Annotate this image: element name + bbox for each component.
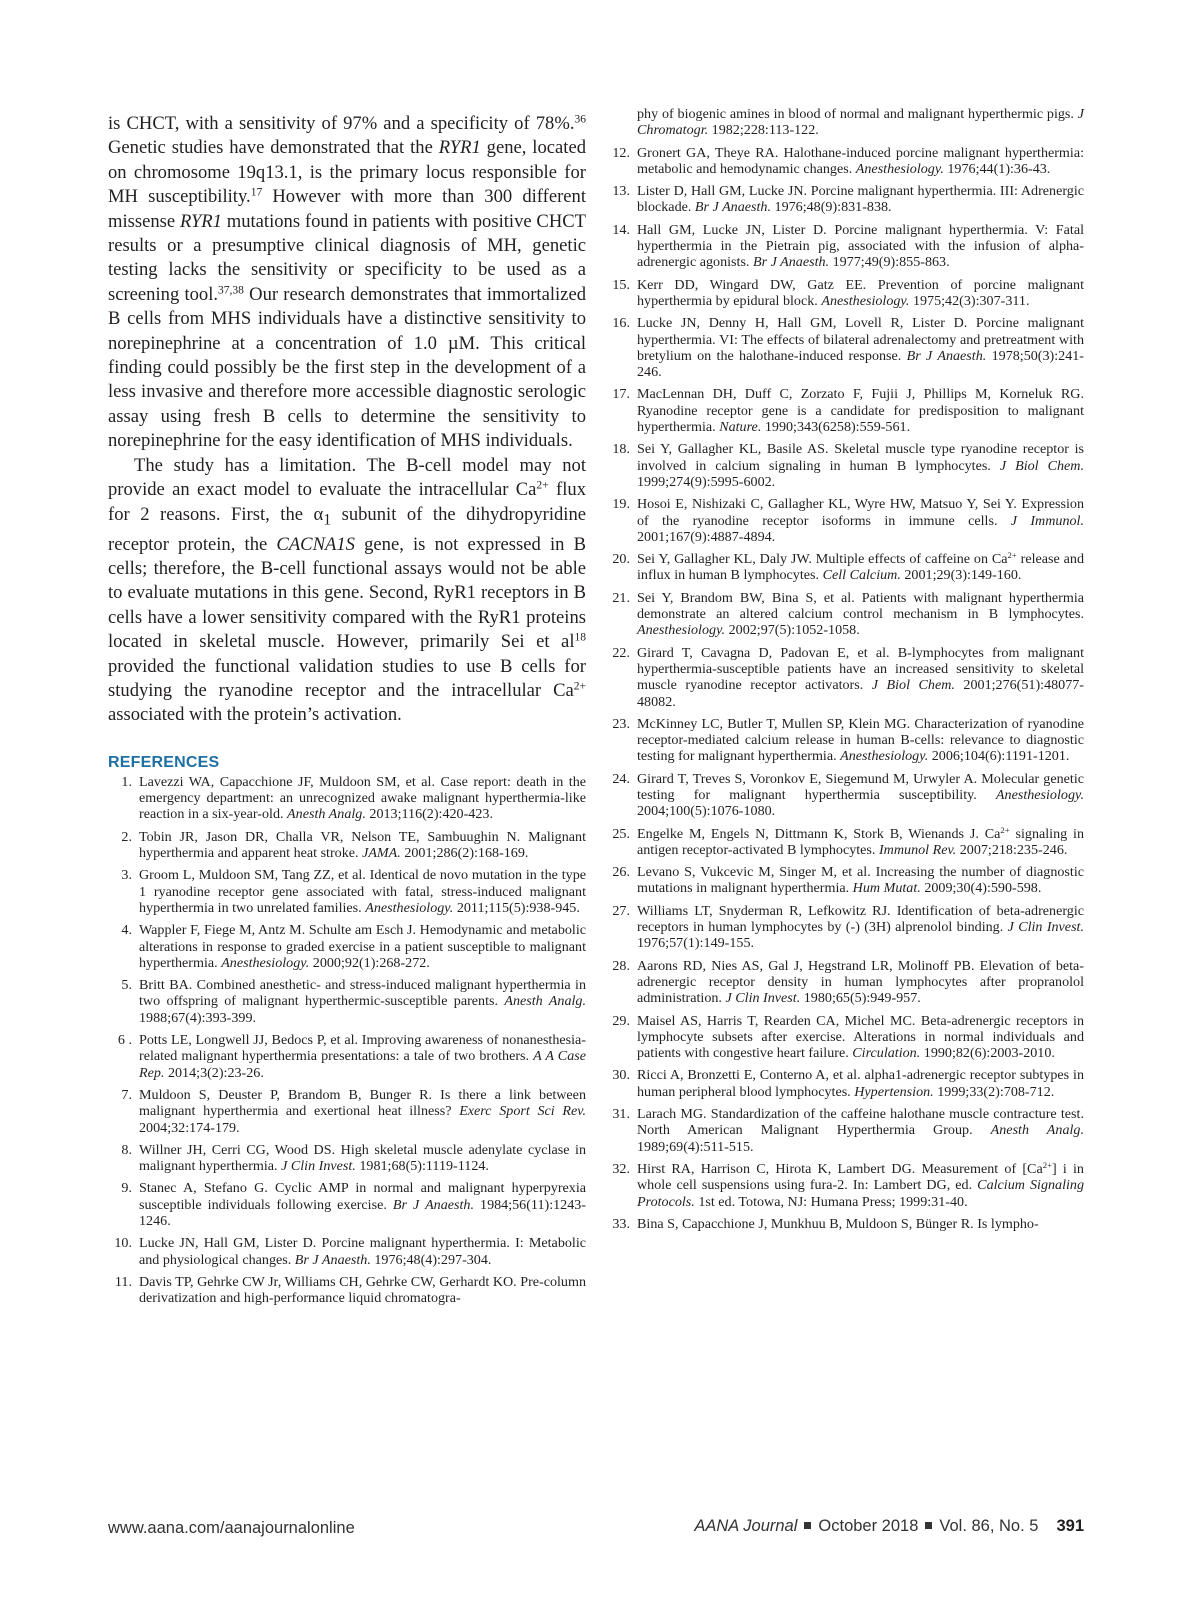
reference-item xyxy=(606,1067,1084,1100)
footer-journal-name: AANA Journal xyxy=(694,1517,798,1535)
reference-text: McKinney LC, Butler T, Mullen SP, Klein MG. Characterization of ryanodine receptor-mediated calcium release in human B-cells: relevance to diagnostic testing for malignant hyperthermia. Anesthesiology. 2006;104(6):1191-1201. xyxy=(637,715,1084,765)
reference-text: Sei Y, Brandom BW, Bina S, et al. Patients with malignant hyperthermia demonstrate an altered calcium control mechanism in B lymphocytes. Anesthesiology. 2002;97(5):1052-1058. xyxy=(637,589,1084,639)
reference-number: 21. xyxy=(612,589,630,606)
reference-number: 11. xyxy=(114,1273,132,1290)
page-number: 391 xyxy=(1056,1517,1084,1535)
body-paragraph-1: is CHCT, with a sensitivity of 97% and a specificity of 78%.$^{36}$ Genetic studies have demonstrated that the RYR1 gene, located on chromosome 19q13.1, is the primary locus responsible for MH susceptibility.$^{17}$ However with more than 300 different missense RYR1 mutations found in patients with positive CHCT results or a presumptive clinical diagnosis of MH, genetic testing lacks the sensitivity or specificity to be used as a screening tool.$^{37,38}$ Our research demonstrates that immortalized B cells from MHS individuals have a distinctive sensitivity to norepinephrine at a concentration of 1.0 µM. This critical finding could possibly be the first step in the development of a less invasive and therefore more accessible diagnostic serologic assay using fresh B cells to determine the sensitivity to norepinephrine for the easy identification of MHS individuals. xyxy=(108,113,587,452)
reference-item xyxy=(606,315,1084,380)
reference-item xyxy=(108,867,586,916)
reference-text: Tobin JR, Jason DR, Challa VR, Nelson TE, Sambuughin N. Malignant hyperthermia and apparent heat stroke. JAMA. 2001;286(2):168-169. xyxy=(139,828,586,862)
reference-item xyxy=(108,1032,586,1081)
reference-item xyxy=(108,1142,586,1175)
reference-number: 12. xyxy=(612,144,630,161)
reference-text: Hall GM, Lucke JN, Lister D. Porcine malignant hyperthermia. V: Fatal hyperthermia in the Pietrain pig, associated with the infusion of alpha-adrenergic agonists. Br J Anaesth. 1977;49(9):855-863. xyxy=(637,221,1084,271)
reference-text: Sei Y, Gallagher KL, Basile AS. Skeletal muscle type ryanodine receptor is involved in calcium signaling in human B lymphocytes. J Biol Chem. 1999;274(9):5995-6002. xyxy=(637,441,1084,490)
references-heading: REFERENCES xyxy=(108,753,220,771)
reference-item xyxy=(108,1274,586,1307)
reference-text: Kerr DD, Wingard DW, Gatz EE. Prevention of porcine malignant hyperthermia by epidural block. Anesthesiology. 1975;42(3):307-311. xyxy=(637,276,1084,309)
reference-number: 25. xyxy=(612,825,630,842)
reference-item xyxy=(606,1013,1084,1062)
reference-item xyxy=(108,1235,586,1268)
reference-number: 6 . xyxy=(117,1032,132,1049)
footer-url-link[interactable]: www.aana.com/aanajournalonline xyxy=(108,1519,355,1537)
reference-item xyxy=(606,1106,1084,1155)
reference-number: 3. xyxy=(121,867,132,884)
reference-text: Lister D, Hall GM, Lucke JN. Porcine malignant hyperthermia. III: Adrenergic blockade. Br J Anaesth. 1976;48(9):831-838. xyxy=(637,183,1084,216)
reference-text: Muldoon S, Deuster P, Brandom B, Bunger R. Is there a link between malignant hyperthermia and exertional heat illness? Exerc Sport Sci Rev. 2004;32:174-179. xyxy=(139,1086,586,1136)
reference-number: 16. xyxy=(612,315,630,332)
reference-text: Stanec A, Stefano G. Cyclic AMP in normal and malignant hyperpyrexia susceptible individuals following exercise. Br J Anaesth. 1984;56(11):1243-1246. xyxy=(139,1180,586,1229)
reference-number: 31. xyxy=(612,1106,630,1123)
reference-item xyxy=(606,222,1084,271)
reference-number: 23. xyxy=(612,715,630,732)
reference-text: Groom L, Muldoon SM, Tang ZZ, et al. Identical de novo mutation in the type 1 ryanodine receptor gene associated with fatal, stress-induced malignant hyperthermia in two unrelated families. Anesthesiology. 2011;115(5):938-945. xyxy=(139,867,586,916)
square-bullet-icon xyxy=(804,1522,811,1529)
reference-number: 28. xyxy=(612,957,630,974)
reference-number: 5. xyxy=(121,977,132,994)
reference-text: Bina S, Capacchione J, Munkhuu B, Muldoon S, Bünger R. Is lympho- xyxy=(637,1215,1039,1232)
left-column xyxy=(108,112,586,1312)
reference-item xyxy=(108,829,586,862)
right-column xyxy=(606,106,1084,1238)
reference-item xyxy=(606,590,1084,639)
reference-item xyxy=(606,441,1084,490)
reference-item xyxy=(606,551,1084,584)
footer-citation xyxy=(694,1517,1084,1536)
reference-continuation: phy of biogenic amines in blood of normal and malignant hyperthermic pigs. J Chromatogr. 1982;228:113-122. xyxy=(637,106,1084,139)
reference-text: Lucke JN, Hall GM, Lister D. Porcine malignant hyperthermia. I: Metabolic and physiological changes. Br J Anaesth. 1976;48(4):297-304. xyxy=(139,1235,586,1268)
reference-item xyxy=(606,826,1084,859)
reference-number: 9. xyxy=(121,1180,132,1197)
reference-item xyxy=(606,903,1084,952)
reference-item xyxy=(108,977,586,1026)
reference-number: 30. xyxy=(612,1067,630,1084)
reference-item xyxy=(108,1180,586,1229)
reference-number: 24. xyxy=(612,770,630,787)
reference-text: Britt BA. Combined anesthetic- and stress-induced malignant hyperthermia in two offspring of malignant hyperthermic-susceptible parents. Anesth Analg. 1988;67(4):393-399. xyxy=(139,977,586,1026)
reference-list-left xyxy=(108,774,586,1307)
reference-number: 33. xyxy=(612,1215,630,1232)
reference-text: Levano S, Vukcevic M, Singer M, et al. Increasing the number of diagnostic mutations in malignant hyperthermia. Hum Mutat. 2009;30(4):590-598. xyxy=(637,864,1084,897)
reference-text: Gronert GA, Theye RA. Halothane-induced porcine malignant hyperthermia: metabolic and hemodynamic changes. Anesthesiology. 1976;44(1):36-43. xyxy=(637,144,1084,177)
reference-item xyxy=(606,496,1084,545)
reference-text: Girard T, Cavagna D, Padovan E, et al. B-lymphocytes from malignant hyperthermia-susceptible patients have an increased sensitivity to skeletal muscle ryanodine receptor activators. J Biol Chem. 2001;276(51):48077-48082. xyxy=(637,644,1084,710)
reference-number: 1. xyxy=(121,773,132,790)
reference-item xyxy=(606,1216,1084,1232)
reference-item xyxy=(606,1161,1084,1210)
reference-number: 15. xyxy=(612,276,630,293)
reference-text: Davis TP, Gehrke CW Jr, Williams CH, Gehrke CW, Gerhardt KO. Pre-column derivatization and high-performance liquid chromatogra- xyxy=(139,1273,586,1307)
reference-number: 32. xyxy=(612,1160,630,1177)
reference-text: Ricci A, Bronzetti E, Conterno A, et al. alpha1-adrenergic receptor subtypes in human peripheral blood lymphocytes. Hypertension. 1999;33(2):708-712. xyxy=(637,1067,1084,1100)
footer-date: October 2018 xyxy=(818,1517,919,1535)
reference-number: 14. xyxy=(612,221,630,238)
body-paragraph-2: The study has a limitation. The B-cell model may not provide an exact model to evaluate the intracellular $Ca^{2+}$ flux for 2 reasons. First, the $\alpha_1$ subunit of the dihydropyridine receptor protein, the CACNA1S gene, is not expressed in B cells; therefore, the B-cell functional assays would not be able to evaluate mutations in this gene. Second, RyR1 receptors in B cells have a lower sensitivity compared with the RyR1 proteins located in skeletal muscle. However, primarily Sei et $al^{18}$ provided the functional validation studies to use B cells for studying the ryanodine receptor and the intracellular $Ca^{2+}$ associated with the protein’s activation. xyxy=(108,454,586,726)
reference-item xyxy=(606,183,1084,216)
reference-item xyxy=(606,716,1084,765)
reference-number: 22. xyxy=(612,644,630,661)
reference-text: Willner JH, Cerri CG, Wood DS. High skeletal muscle adenylate cyclase in malignant hyperthermia. J Clin Invest. 1981;68(5):1119-1124. xyxy=(139,1141,586,1175)
reference-number: 10. xyxy=(114,1235,132,1252)
reference-list-right xyxy=(606,145,1084,1233)
reference-text: Lucke JN, Denny H, Hall GM, Lovell R, Lister D. Porcine malignant hyperthermia. VI: The effects of bilateral adrenalectomy and pretreatment with bretylium on the halothane-induced response. Br J Anaesth. 1978;50(3):241-246. xyxy=(637,315,1084,381)
reference-number: 13. xyxy=(612,183,630,200)
reference-text: Hosoi E, Nishizaki C, Gallagher KL, Wyre HW, Matsuo Y, Sei Y. Expression of the ryanodine receptor isoforms in immune cells. J Immunol. 2001;167(9):4887-4894. xyxy=(637,496,1084,545)
reference-number: 26. xyxy=(612,864,630,881)
reference-item xyxy=(606,145,1084,178)
reference-item xyxy=(606,277,1084,310)
reference-number: 29. xyxy=(612,1012,630,1029)
reference-text: Sei Y, Gallagher KL, Daly JW. Multiple effects of caffeine on $Ca^{2+}$ release and influx in human B lymphocytes. Cell Calcium. 2001;29(3):149-160. xyxy=(637,550,1084,584)
reference-text: Wappler F, Fiege M, Antz M. Schulte am Esch J. Hemodynamic and metabolic alterations in response to graded exercise in a patient susceptible to malignant hyperthermia. Anesthesiology. 2000;92(1):268-272. xyxy=(139,922,586,971)
reference-text: Girard T, Treves S, Voronkov E, Siegemund M, Urwyler A. Molecular genetic testing for malignant hyperthermia susceptibility. Anesthesiology. 2004;100(5):1076-1080. xyxy=(637,770,1084,820)
reference-number: 27. xyxy=(612,902,630,919)
reference-number: 18. xyxy=(612,441,630,458)
reference-number: 2. xyxy=(121,828,132,845)
footer-volume: Vol. 86, No. 5 xyxy=(939,1517,1039,1535)
reference-text: Hirst RA, Harrison C, Hirota K, Lambert DG. Measurement of $[Ca^{2+}]$ i in whole cell suspensions using fura-2. In: Lambert DG, ed. Calcium Signaling Protocols. 1st ed. Totowa, NJ: Humana Press; 1999:31-40. xyxy=(637,1160,1085,1210)
reference-text: Maisel AS, Harris T, Rearden CA, Michel MC. Beta-adrenergic receptors in lymphocyte subsets after exercise. Alterations in normal individuals and patients with congestive heart failure. Circulation. 1990;82(6):2003-2010. xyxy=(637,1012,1084,1062)
reference-item xyxy=(606,645,1084,710)
reference-number: 7. xyxy=(121,1086,132,1103)
reference-number: 4. xyxy=(121,922,132,939)
reference-number: 8. xyxy=(121,1141,132,1158)
reference-item xyxy=(108,922,586,971)
reference-text: Lavezzi WA, Capacchione JF, Muldoon SM, et al. Case report: death in the emergency department: an unrecognized awake malignant hyperthermia-like reaction in a six-year-old. Anesth Analg. 2013;116(2):420-423. xyxy=(139,773,586,823)
square-bullet-icon xyxy=(925,1522,932,1529)
reference-text: Larach MG. Standardization of the caffeine halothane muscle contracture test. North American Malignant Hyperthermia Group. Anesth Analg. 1989;69(4):511-515. xyxy=(637,1106,1084,1155)
reference-item xyxy=(108,1087,586,1136)
reference-number: 17. xyxy=(612,386,630,403)
reference-text: MacLennan DH, Duff C, Zorzato F, Fujii J, Phillips M, Korneluk RG. Ryanodine receptor gene is a candidate for predisposition to malignant hyperthermia. Nature. 1990;343(6258):559-561. xyxy=(637,386,1084,436)
reference-text: Williams LT, Snyderman R, Lefkowitz RJ. Identification of beta-adrenergic receptors in human lymphocytes by (-) (3H) alprenolol binding. J Clin Invest. 1976;57(1):149-155. xyxy=(637,902,1084,952)
reference-text: Engelke M, Engels N, Dittmann K, Stork B, Wienands J. $Ca^{2+}$ signaling in antigen receptor-activated B lymphocytes. Immunol Rev. 2007;218:235-246. xyxy=(637,824,1084,858)
reference-item xyxy=(108,774,586,823)
reference-number: 19. xyxy=(612,496,630,513)
reference-item xyxy=(606,958,1084,1007)
reference-text: Potts LE, Longwell JJ, Bedocs P, et al. Improving awareness of nonanesthesia-related malignant hyperthermia presentations: a tale of two brothers. A A Case Rep. 2014;3(2):23-26. xyxy=(139,1032,586,1081)
reference-item xyxy=(606,771,1084,820)
reference-item xyxy=(606,864,1084,897)
reference-item xyxy=(606,386,1084,435)
reference-text: Aarons RD, Nies AS, Gal J, Hegstrand LR, Molinoff PB. Elevation of beta-adrenergic receptor density in human lymphocytes after propranolol administration. J Clin Invest. 1980;65(5):949-957. xyxy=(637,957,1084,1007)
reference-number: 20. xyxy=(612,551,630,568)
